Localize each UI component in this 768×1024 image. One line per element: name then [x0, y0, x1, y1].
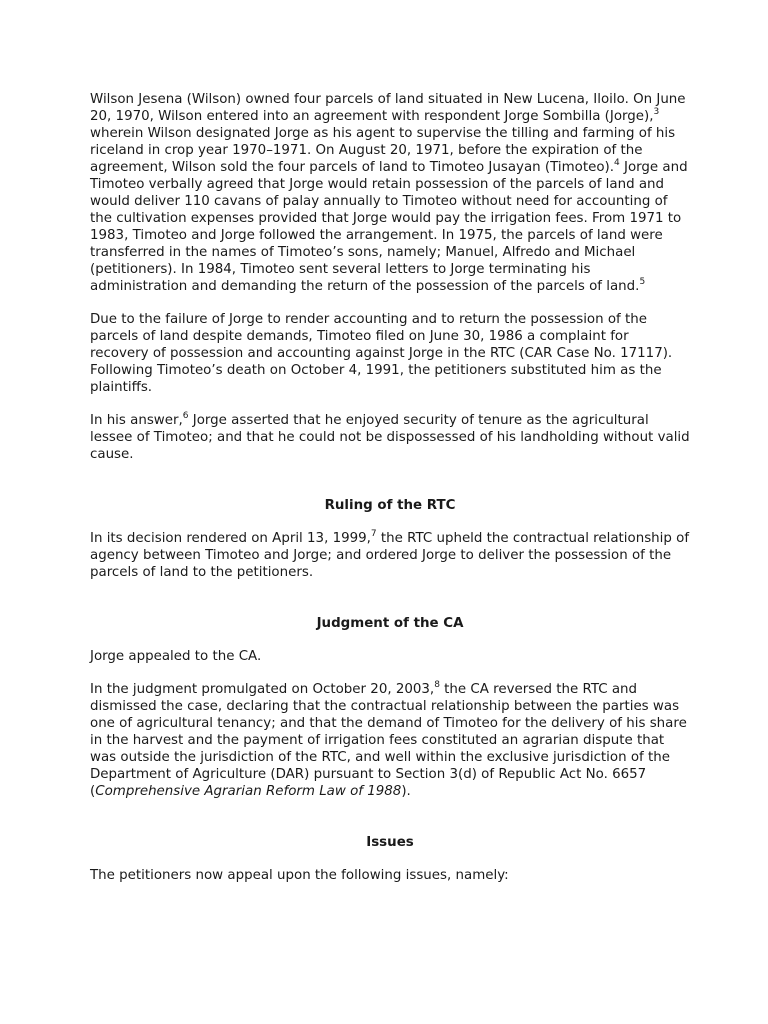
footnote-ref[interactable]: 3	[653, 106, 660, 117]
paragraph-text: the RTC upheld the contractual relationship of agency between Timoteo and Jorge; and ordered Jorge to deliver the possession of the parcels of land to the petitioners.	[90, 531, 690, 580]
paragraph-ca-judgment	[90, 681, 690, 800]
paragraph-text: wherein Wilson designated Jorge as his agent to supervise the tilling and farming of his riceland in crop year 1970–1971. On August 20, 1971, before the expiration of the agreement, Wilson sold the four parcels of land to Timoteo Jusayan (Timoteo).	[90, 126, 676, 175]
paragraph-text: Wilson Jesena (Wilson) owned four parcels of land situated in New Lucena, Iloilo. On June 20, 1970, Wilson entered into an agreement with respondent Jorge Sombilla (Jorge),	[90, 92, 686, 124]
paragraph-facts	[90, 91, 690, 295]
paragraph-text: ).	[401, 784, 411, 799]
paragraph-issues-intro: The petitioners now appeal upon the following issues, namely:	[90, 868, 509, 883]
law-title: Comprehensive Agrarian Reform Law of 1988	[95, 784, 402, 799]
paragraph-appeal: Jorge appealed to the CA.	[90, 649, 262, 664]
heading-issues: Issues	[366, 835, 414, 850]
footnote-ref[interactable]: 4	[614, 157, 620, 168]
paragraph-text: In its decision rendered on April 13, 1999,	[90, 531, 371, 546]
paragraph-text: Jorge and Timoteo verbally agreed that Jorge would retain possession of the parcels of land and would deliver 110 cavans of palay annually to Timoteo without need for accounting of the cultivation expenses provided that Jorge would pay the irrigation fees. From 1971 to 1983, Timoteo and Jorge followed the arrangement. In 1975, the parcels of land were transferred in the names of Timoteo’s sons, namely; Manuel, Alfredo and Michael (petitioners). In 1984, Timoteo sent several letters to Jorge terminating his administration and demanding the return of the possession of the parcels of land.	[90, 160, 688, 294]
paragraph-text: Jorge asserted that he enjoyed security of tenure as the agricultural lessee of Timoteo; and that he could not be dispossessed of his landholding without valid cause.	[90, 413, 690, 462]
paragraph-complaint: Due to the failure of Jorge to render accounting and to return the possession of the parcels of land despite demands, Timoteo filed on June 30, 1986 a complaint for recovery of possession and accounting against Jorge in the RTC (CAR Case No. 17117). Following Timoteo’s death on October 4, 1991, the petitioners substituted him as the plaintiffs.	[90, 312, 673, 395]
paragraph-text: In his answer,	[90, 413, 183, 428]
footnote-ref[interactable]: 7	[370, 528, 377, 539]
footnote-ref[interactable]: 5	[639, 276, 646, 287]
document-body	[90, 91, 690, 884]
paragraph-answer	[90, 412, 690, 463]
paragraph-rtc-decision	[90, 530, 690, 581]
heading-ruling-rtc: Ruling of the RTC	[324, 498, 456, 513]
footnote-ref[interactable]: 8	[434, 679, 440, 690]
footnote-ref[interactable]: 6	[182, 410, 189, 421]
paragraph-text: In the judgment promulgated on October 20, 2003,	[90, 682, 435, 697]
heading-judgment-ca: Judgment of the CA	[316, 616, 464, 631]
paragraph-text: the CA reversed the RTC and dismissed the case, declaring that the contractual relationship between the parties was one of agricultural tenancy; and that the demand of Timoteo for the delivery of his share in the harvest and the payment of irrigation fees constituted an agrarian dispute that was outside the jurisdiction of the RTC, and well within the exclusive jurisdiction of the Department of Agriculture (DAR) pursuant to Section 3(d) of Republic Act No. 6657 (	[90, 682, 687, 799]
